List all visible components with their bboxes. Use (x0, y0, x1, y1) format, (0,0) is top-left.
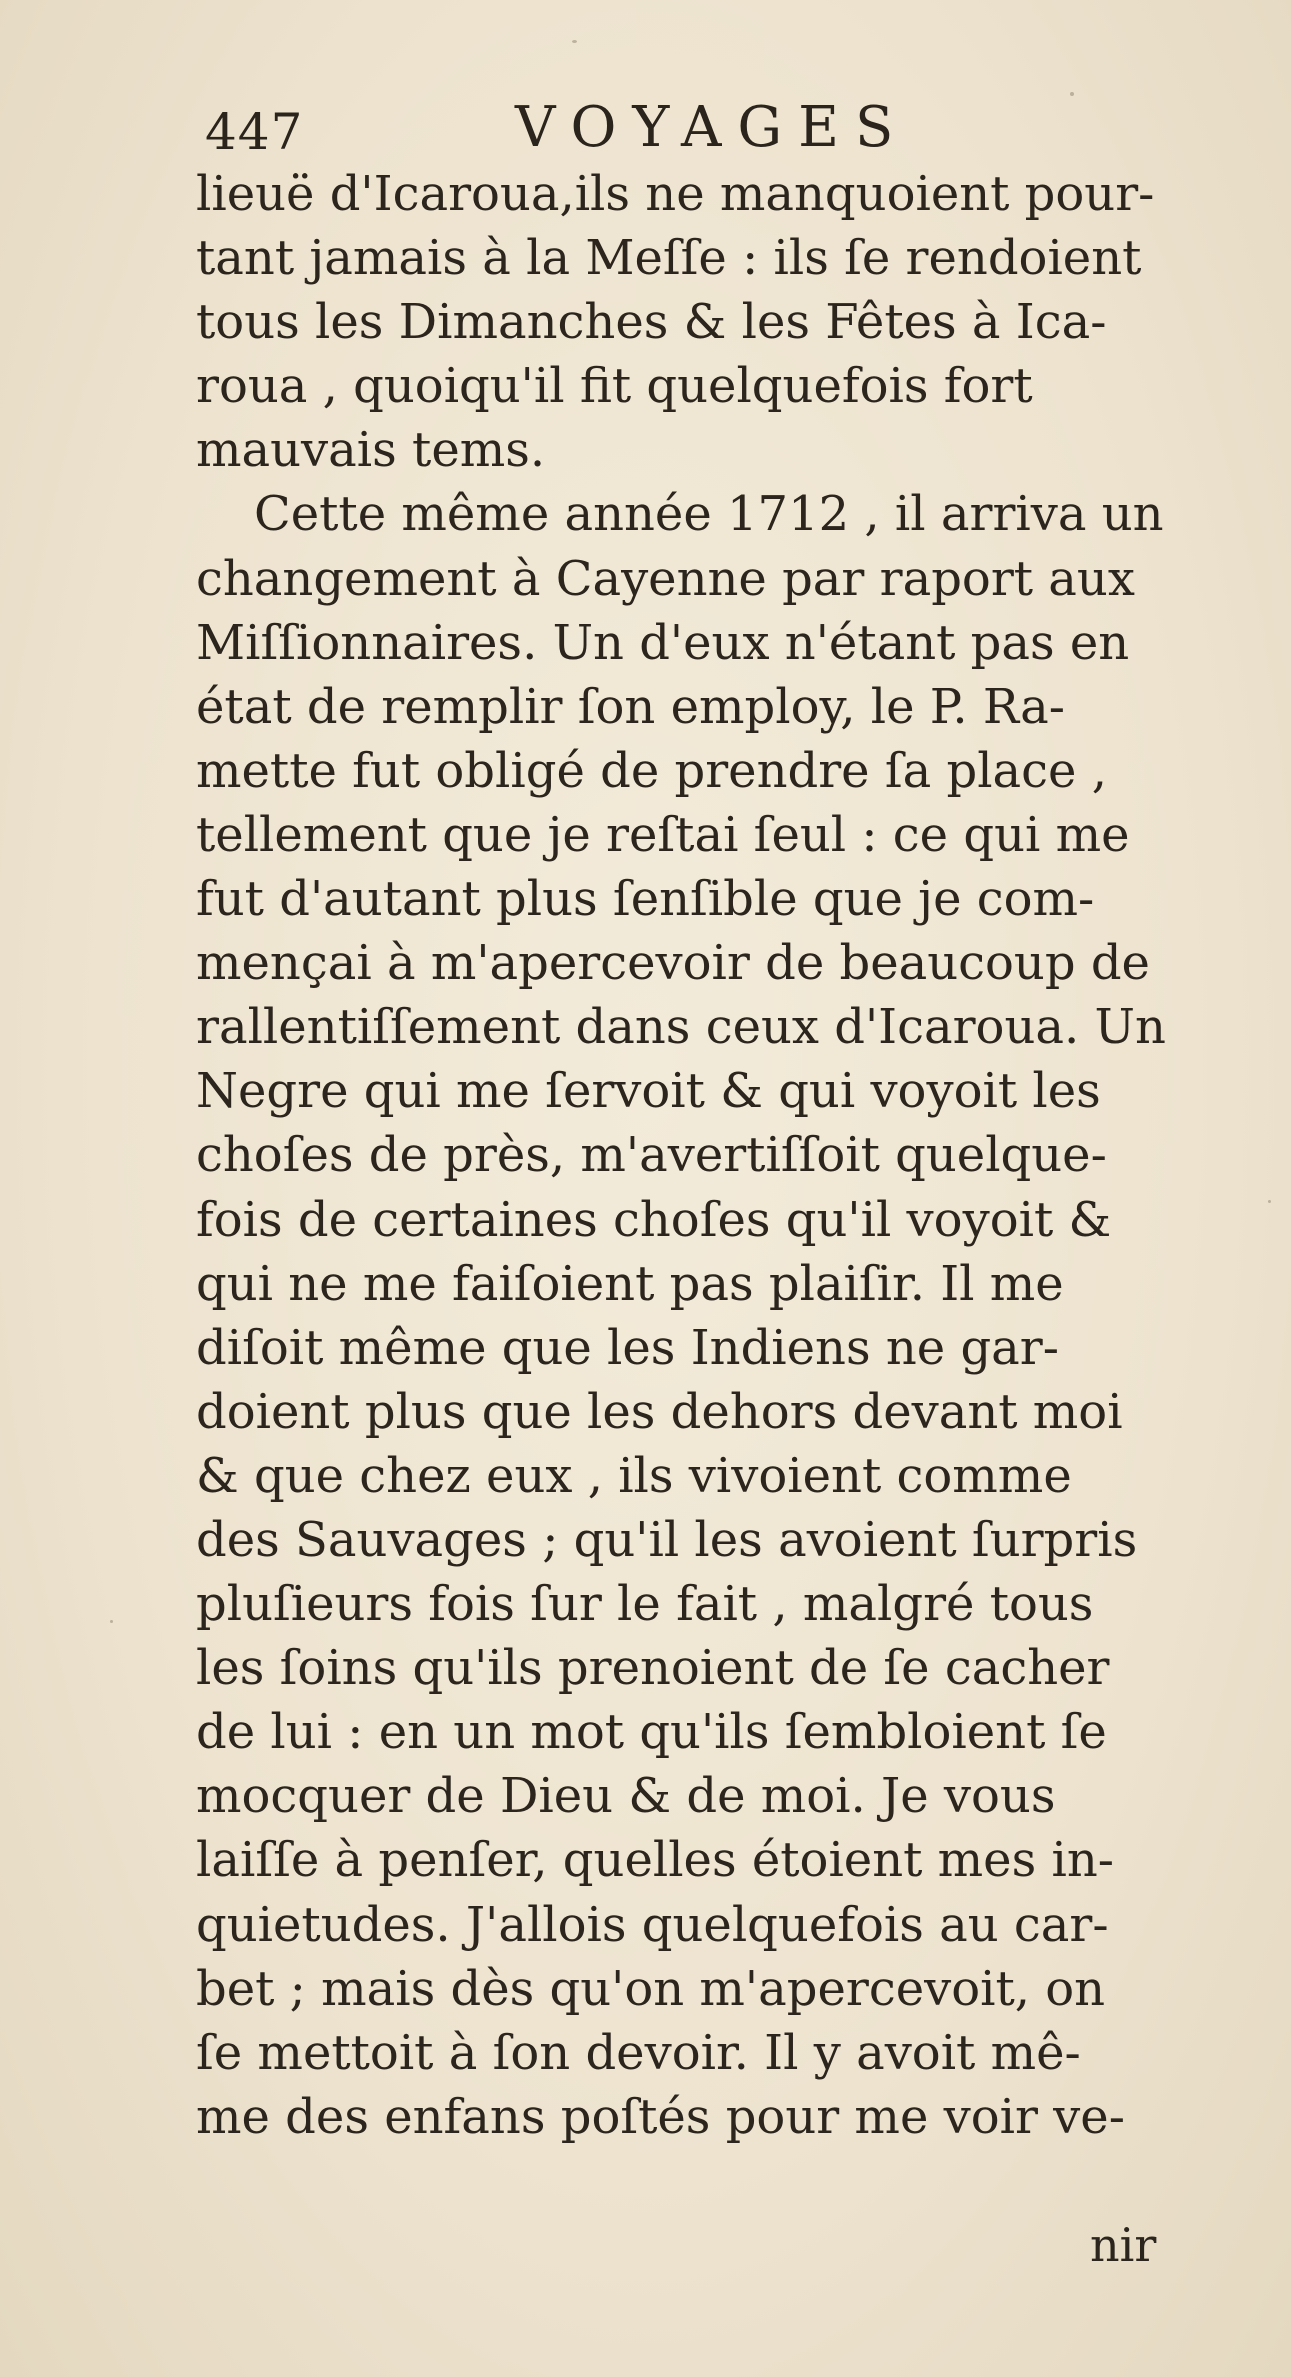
text-line: des Sauvages ; qu'il les avoient ſurpris (196, 1511, 1138, 1568)
text-line: laiſſe à penſer, quelles étoient mes in- (196, 1832, 1114, 1889)
text-line: tous les Dimanches & les Fêtes à Ica- (196, 294, 1107, 351)
paper-speck (572, 40, 577, 43)
text-line: me des enfans poſtés pour me voir ve- (196, 2088, 1125, 2145)
body-text (196, 162, 1236, 2149)
text-line: changement à Cayenne par raport aux (196, 550, 1135, 607)
text-line: choſes de près, m'avertiſſoit quelque- (196, 1127, 1107, 1184)
paper-speck (1268, 1200, 1271, 1203)
text-line: qui ne me faiſoient pas plaiſir. Il me (196, 1255, 1064, 1312)
page-number: 447 (205, 103, 304, 161)
text-line: Miſſionnaires. Un d'eux n'étant pas en (196, 614, 1130, 671)
text-line: fois de certaines choſes qu'il voyoit & (196, 1191, 1112, 1248)
text-line: les ſoins qu'ils prenoient de ſe cacher (196, 1640, 1110, 1697)
text-line: mette fut obligé de prendre ſa place , (196, 742, 1107, 799)
text-line: tellement que je reſtai ſeul : ce qui me (196, 806, 1130, 863)
catchword: nir (1090, 2218, 1157, 2272)
text-line: & que chez eux , ils vivoient comme (196, 1447, 1072, 1504)
page-header (205, 95, 1105, 165)
text-line: pluſieurs fois ſur le fait , malgré tous (196, 1576, 1094, 1633)
text-line: de lui : en un mot qu'ils ſembloient ſe (196, 1704, 1107, 1761)
text-line: roua , quoiqu'il fit quelquefois fort (196, 358, 1033, 415)
text-line: doient plus que les dehors devant moi (196, 1383, 1123, 1440)
text-line: bet ; mais dès qu'on m'apercevoit, on (196, 1960, 1106, 2017)
text-line: mauvais tems. (196, 422, 546, 479)
paper-speck (1070, 92, 1074, 96)
text-line: état de remplir ſon employ, le P. Ra- (196, 678, 1065, 735)
text-line: mocquer de Dieu & de moi. Je vous (196, 1768, 1056, 1825)
text-line: rallentiſſement dans ceux d'Icaroua. Un (196, 999, 1166, 1056)
paragraph-start-line: Cette même année 1712 , il arriva un (254, 486, 1164, 543)
text-line: Negre qui me ſervoit & qui voyoit les (196, 1063, 1101, 1120)
text-line: quietudes. J'allois quelquefois au car- (196, 1896, 1109, 1953)
text-line: mençai à m'apercevoir de beaucoup de (196, 935, 1150, 992)
text-line: lieuë d'Icaroua,ils ne manquoient pour- (196, 166, 1155, 222)
text-line: diſoit même que les Indiens ne gar- (196, 1319, 1059, 1376)
running-title: VOYAGES (515, 95, 910, 160)
text-line: fut d'autant plus ſenſible que je com- (196, 871, 1095, 928)
text-line: tant jamais à la Meſſe : ils ſe rendoient (196, 230, 1142, 287)
text-line: ſe mettoit à ſon devoir. Il y avoit mê- (196, 2024, 1081, 2081)
paper-speck (110, 1620, 113, 1623)
